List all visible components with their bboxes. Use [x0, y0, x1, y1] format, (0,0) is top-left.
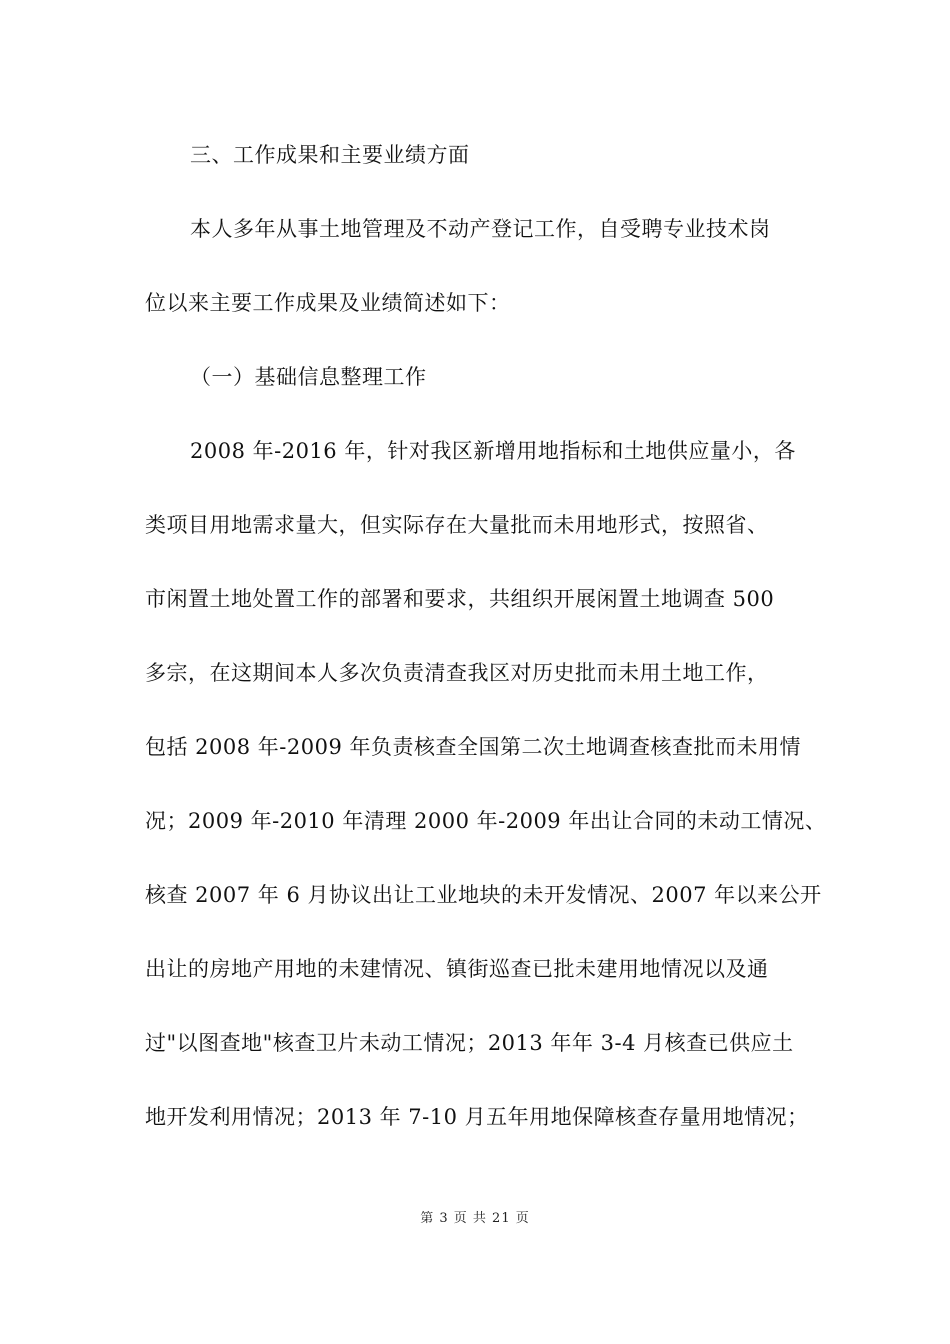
paragraph-line: 位以来主要工作成果及业绩简述如下：	[145, 291, 511, 315]
paragraph-line: 本人多年从事土地管理及不动产登记工作，自受聘专业技术岗	[190, 217, 771, 241]
paragraph-line: 市闲置土地处置工作的部署和要求，共组织开展闲置土地调查 500	[145, 587, 775, 611]
paragraph-line: 地开发利用情况；2013 年 7-10 月五年用地保障核查存量用地情况；	[145, 1105, 809, 1129]
page-number-footer: 第 3 页 共 21 页	[420, 1211, 530, 1226]
paragraph-line: 况；2009 年-2010 年清理 2000 年-2009 年出让合同的未动工情况、	[145, 809, 827, 833]
section-heading: 三、工作成果和主要业绩方面	[190, 143, 470, 167]
paragraph-line: 核查 2007 年 6 月协议出让工业地块的未开发情况、2007 年以来公开	[145, 883, 822, 907]
paragraph-line: 出让的房地产用地的未建情况、镇街巡查已批未建用地情况以及通	[145, 957, 769, 981]
paragraph-line: 过"以图查地"核查卫片未动工情况；2013 年年 3-4 月核查已供应土	[145, 1031, 794, 1055]
paragraph-line: 2008 年-2016 年，针对我区新增用地指标和土地供应量小，各	[190, 439, 796, 463]
paragraph-line: 多宗，在这期间本人多次负责清查我区对历史批而未用土地工作，	[145, 661, 769, 685]
paragraph-line: 包括 2008 年-2009 年负责核查全国第二次土地调查核查批而未用情	[145, 735, 802, 759]
paragraph-line: 类项目用地需求量大，但实际存在大量批而未用地形式，按照省、	[145, 513, 769, 537]
subheading: （一）基础信息整理工作	[190, 365, 427, 389]
